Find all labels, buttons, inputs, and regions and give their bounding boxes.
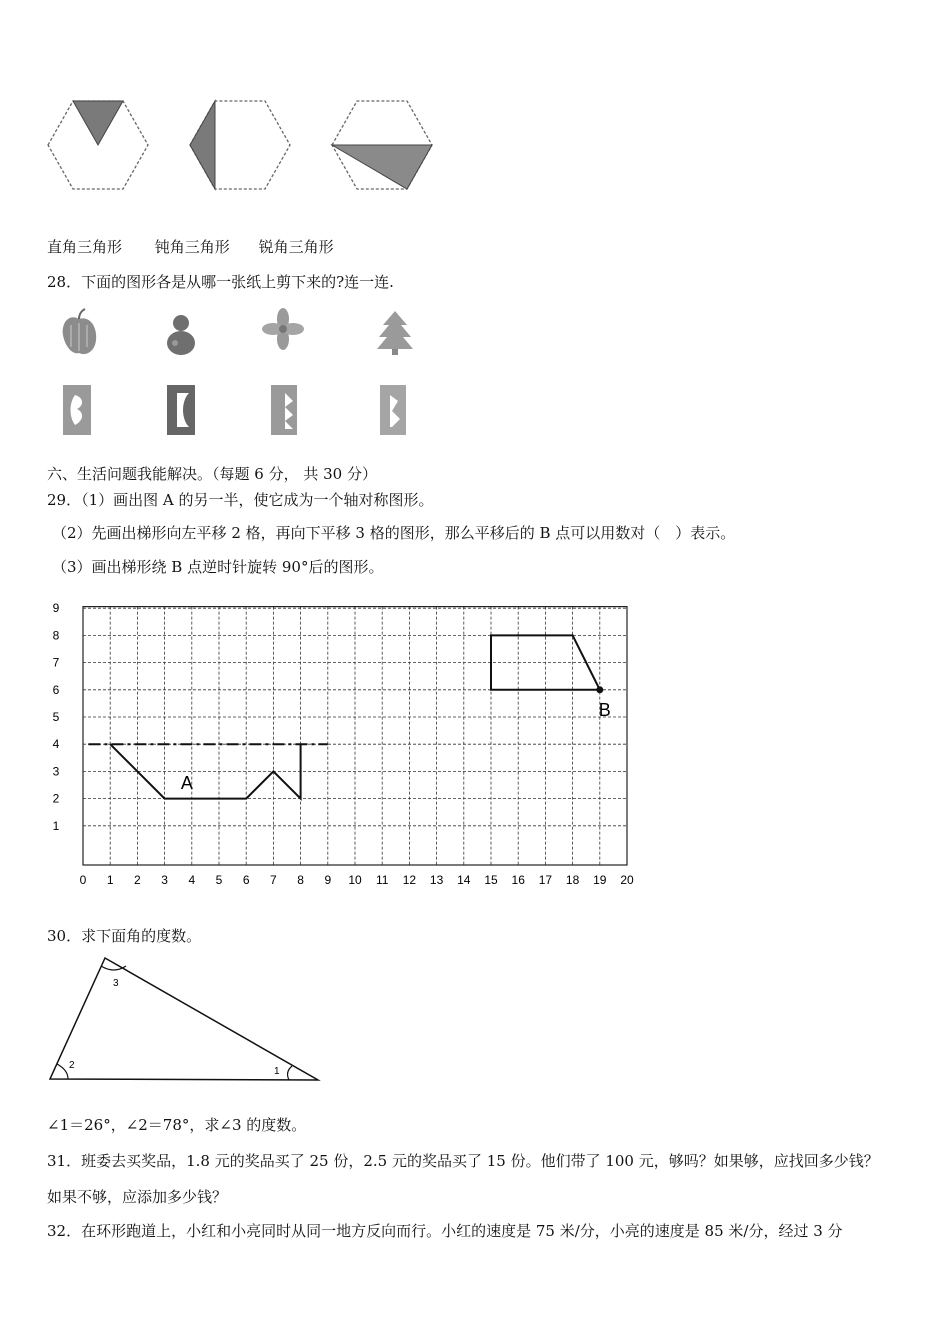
x-tick-label: 13 [429,873,444,887]
angle-3-label: 3 [113,978,119,989]
q28-text: 28．下面的图形各是从哪一张纸上剪下来的?连一连. [47,273,394,291]
paper-a-icon [63,385,91,435]
gourd-shape-icon [167,315,195,355]
x-tick-label: 14 [457,873,471,887]
coordinate-grid [40,598,660,893]
y-tick-label: 7 [52,655,60,670]
angle-1-label: 1 [274,1066,280,1077]
y-tick-label: 4 [52,737,60,752]
hexagon-acute-triangle [332,101,432,189]
apple-shape-icon [63,309,97,354]
y-tick-label: 9 [52,601,60,616]
angle-1-arc [288,1066,292,1080]
x-tick-label: 19 [593,873,607,887]
y-tick-label: 5 [52,710,60,724]
x-tick-label: 3 [161,873,168,887]
x-tick-label: 11 [375,873,389,887]
label-right-triangle: 直角三角形 [47,238,123,256]
point-b [596,686,603,693]
hexagon-obtuse-triangle [190,101,290,189]
q28-cutout-shapes [55,305,425,440]
shape-a-label: A [180,773,193,793]
hexagon-figures [40,95,450,200]
y-tick-label: 8 [52,628,60,643]
q29-part3: （3）画出梯形绕 B 点逆时针旋转 90°后的图形。 [52,558,384,576]
tree-shape-icon [377,311,413,355]
x-tick-label: 10 [348,873,362,887]
flower-shape-icon [262,308,304,350]
x-tick-label: 8 [297,873,304,887]
angle-2-arc [57,1064,68,1079]
q32-line1: 32．在环形跑道上，小红和小亮同时从同一地方反向而行。小红的速度是 75 米/分，小亮的速度是 85 米/分，经过 3 分 [47,1222,843,1240]
x-axis-tick-labels [80,873,634,887]
x-tick-label: 7 [270,873,277,887]
x-tick-label: 1 [106,873,114,887]
angle-2-label: 2 [69,1060,75,1071]
x-tick-label: 15 [484,873,498,887]
x-tick-label: 6 [242,873,250,887]
x-tick-label: 20 [620,873,634,887]
q31-line2: 如果不够，应添加多少钱？ [47,1188,228,1206]
y-tick-label: 3 [52,764,60,779]
point-b-label: B [598,699,611,720]
x-tick-label: 0 [79,873,87,887]
section6-title: 六、生活问题我能解决。（每题 6 分， 共 30 分） [47,465,377,483]
x-tick-label: 16 [511,873,525,887]
q30-given: ∠1＝26°，∠2＝78°，求∠3 的度数。 [47,1116,307,1134]
label-acute-triangle: 锐角三角形 [258,238,334,256]
paper-d-icon [380,385,406,435]
y-axis-tick-labels [53,601,60,833]
x-tick-label: 18 [565,873,580,887]
grid-lines [83,607,627,865]
x-tick-label: 12 [402,873,417,887]
q29-part2: （2）先画出梯形向左平移 2 格，再向下平移 3 格的图形，那么平移后的 B 点可以用数对（ ）表示。 [52,524,736,542]
x-tick-label: 5 [215,873,223,887]
q29-part1: 29．（1）画出图 A 的另一半，使它成为一个轴对称图形。 [47,491,434,509]
y-tick-label: 1 [52,818,60,833]
x-tick-label: 2 [134,873,141,887]
label-obtuse-triangle: 钝角三角形 [154,238,230,256]
q31-line1: 31．班委去买奖品，1.8 元的奖品买了 25 份，2.5 元的奖品买了 15 份。他们带了 100 元，够吗？如果够，应找回多少钱？ [47,1152,879,1170]
hexagon-right-triangle [48,101,148,189]
q30-text: 30．求下面角的度数。 [47,927,202,945]
x-tick-label: 17 [538,873,553,887]
x-tick-label: 9 [324,873,332,887]
grid-border [83,607,627,865]
y-tick-label: 6 [52,682,60,697]
hexagon-labels [47,236,334,257]
x-tick-label: 4 [188,873,196,887]
triangle-figure [40,950,340,1090]
angle-3-arc [101,966,126,970]
paper-c-icon [271,385,297,435]
y-tick-label: 2 [52,791,60,806]
paper-b-icon [167,385,195,435]
